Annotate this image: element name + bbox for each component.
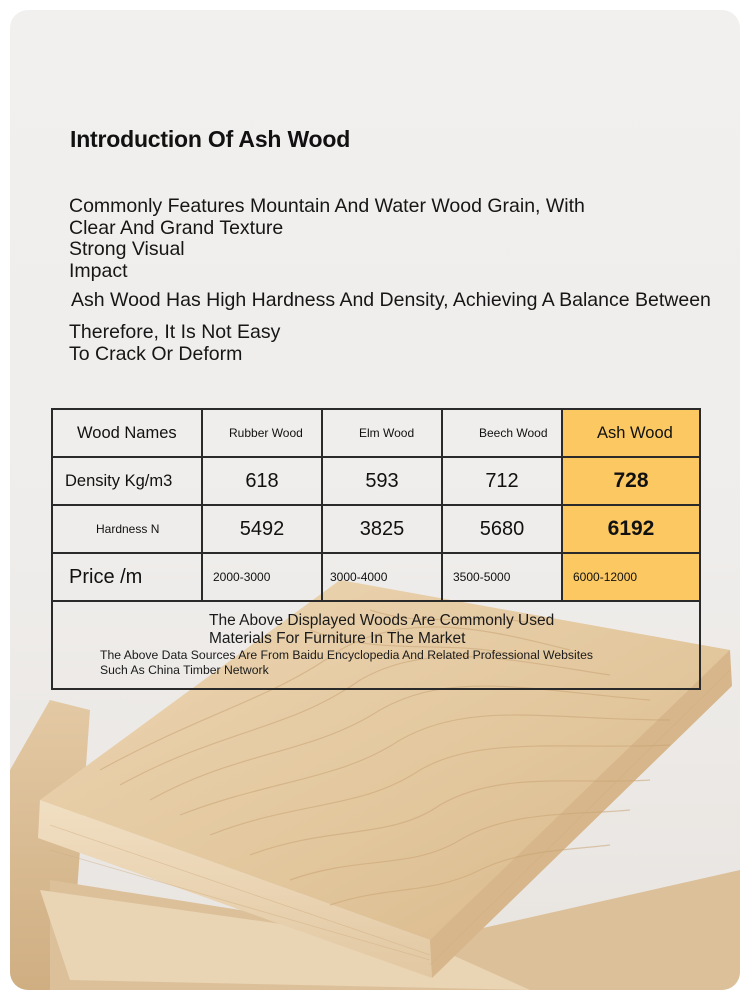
table-note-cell bbox=[52, 601, 700, 689]
table-row bbox=[52, 553, 700, 601]
table-cell-highlight: 6192 bbox=[562, 505, 700, 553]
note-main-line: Materials For Furniture In The Market bbox=[209, 630, 466, 647]
table-cell: 5680 bbox=[442, 505, 562, 553]
hardness-paragraph: Ash Wood Has High Hardness And Density, Achieving A Balance Between bbox=[71, 289, 711, 311]
table-row bbox=[52, 505, 700, 553]
feature-paragraph bbox=[69, 196, 585, 282]
header-cell: Wood Names bbox=[52, 409, 202, 457]
table-cell: 712 bbox=[442, 457, 562, 505]
table-cell-highlight: 728 bbox=[562, 457, 700, 505]
feature-line: Impact bbox=[69, 259, 128, 282]
note-main-line: The Above Displayed Woods Are Commonly Used bbox=[209, 612, 555, 629]
table-header-row bbox=[52, 409, 700, 457]
durability-line: Therefore, It Is Not Easy bbox=[69, 321, 281, 343]
header-cell: Beech Wood bbox=[442, 409, 562, 457]
durability-paragraph bbox=[69, 322, 280, 365]
table-cell: 3000-4000 bbox=[322, 553, 442, 601]
feature-line: Commonly Features Mountain And Water Wood Grain, With bbox=[69, 195, 585, 217]
content-card bbox=[10, 10, 740, 990]
wood-comparison-table bbox=[51, 408, 701, 690]
row-label: Density Kg/m3 bbox=[52, 457, 202, 505]
header-cell: Rubber Wood bbox=[202, 409, 322, 457]
page-title: Introduction Of Ash Wood bbox=[70, 126, 351, 152]
note-source bbox=[100, 648, 593, 677]
table-cell: 3825 bbox=[322, 505, 442, 553]
note-main bbox=[209, 612, 554, 648]
table-cell: 593 bbox=[322, 457, 442, 505]
table-cell: 2000-3000 bbox=[202, 553, 322, 601]
durability-line: To Crack Or Deform bbox=[69, 342, 243, 365]
table-note-row bbox=[52, 601, 700, 689]
table-cell: 3500-5000 bbox=[442, 553, 562, 601]
table-row bbox=[52, 457, 700, 505]
table-cell-highlight: 6000-12000 bbox=[562, 553, 700, 601]
note-source-line: Such As China Timber Network bbox=[100, 662, 269, 677]
table-cell: 5492 bbox=[202, 505, 322, 553]
table-cell: 618 bbox=[202, 457, 322, 505]
header-cell-highlight: Ash Wood bbox=[562, 409, 700, 457]
feature-line: Strong Visual bbox=[69, 238, 185, 260]
row-label: Price /m bbox=[52, 553, 202, 601]
feature-line: Clear And Grand Texture bbox=[69, 216, 284, 239]
row-label: Hardness N bbox=[52, 505, 202, 553]
note-source-line: The Above Data Sources Are From Baidu Encyclopedia And Related Professional Websites bbox=[100, 648, 593, 662]
header-cell: Elm Wood bbox=[322, 409, 442, 457]
